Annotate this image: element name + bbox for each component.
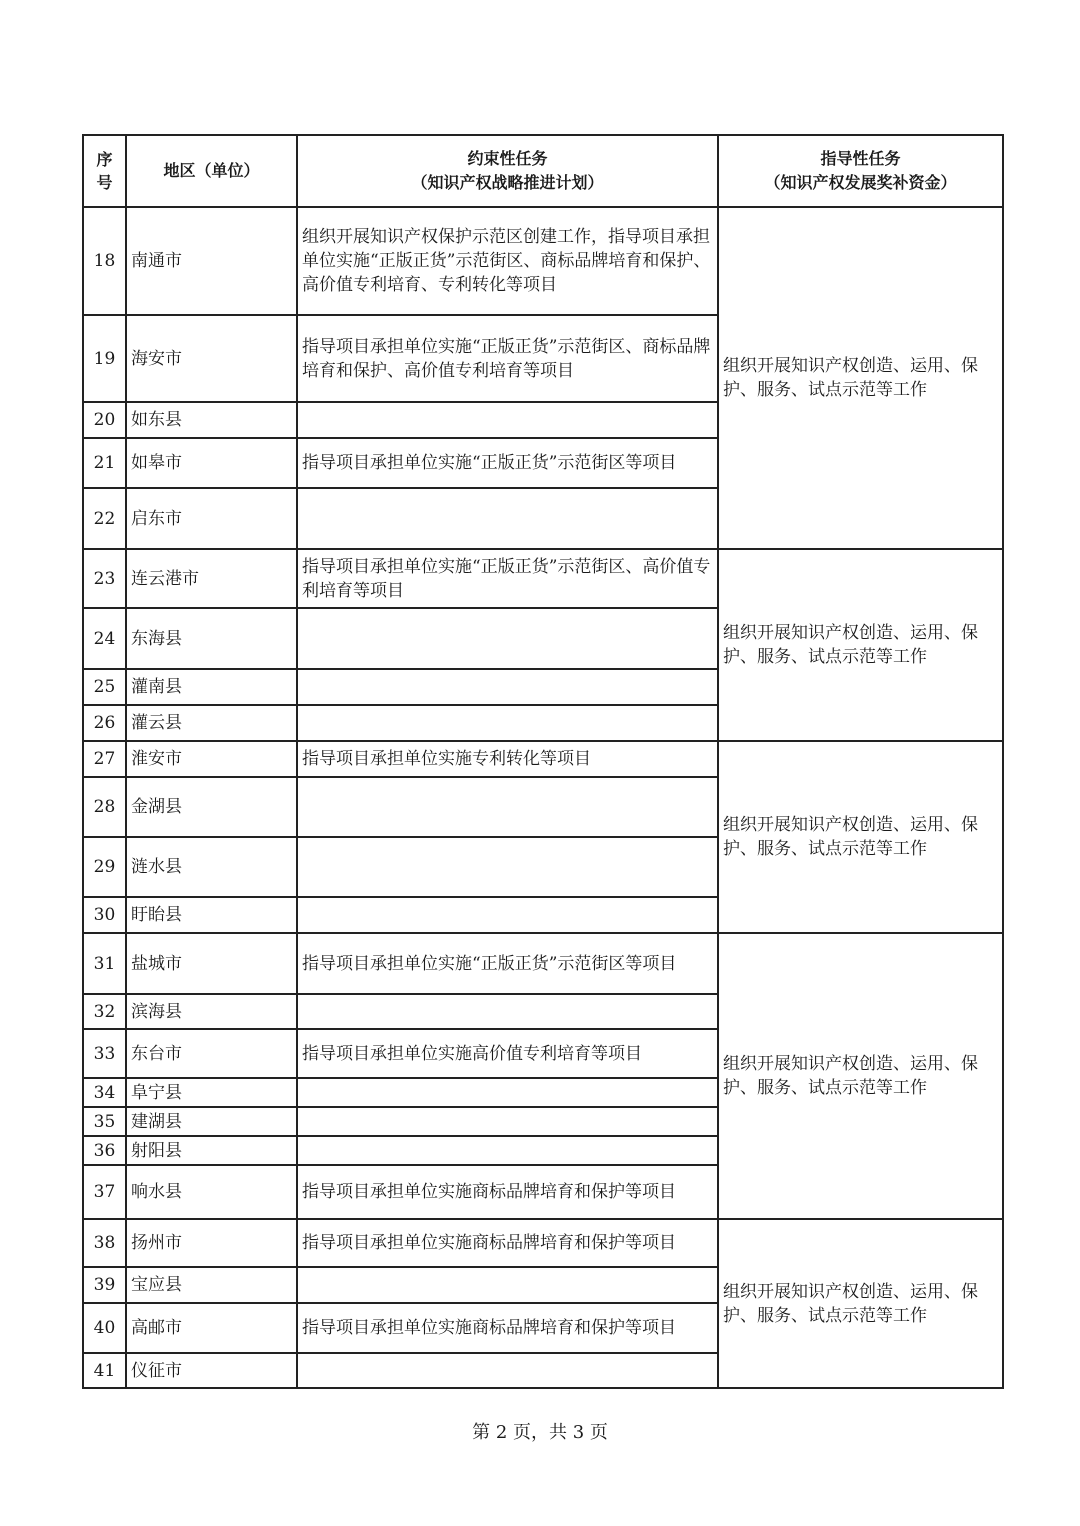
row-number: 22 — [83, 488, 126, 549]
row-region: 如东县 — [126, 402, 297, 438]
guide-task-cell: 组织开展知识产权创造、运用、保护、服务、试点示范等工作 — [718, 741, 1003, 933]
row-binding-task: 组织开展知识产权保护示范区创建工作，指导项目承担单位实施“正版正货”示范街区、商标品牌培育和保护、高价值专利培育、专利转化等项目 — [297, 207, 718, 315]
guide-task-cell: 组织开展知识产权创造、运用、保护、服务、试点示范等工作 — [718, 549, 1003, 741]
row-number: 35 — [83, 1107, 126, 1136]
row-region: 响水县 — [126, 1165, 297, 1219]
row-binding-task — [297, 705, 718, 741]
row-number: 32 — [83, 994, 126, 1029]
row-binding-task — [297, 1136, 718, 1165]
row-number: 19 — [83, 315, 126, 402]
row-number: 20 — [83, 402, 126, 438]
header-region: 地区（单位） — [126, 135, 297, 207]
row-region: 东台市 — [126, 1029, 297, 1078]
row-region: 射阳县 — [126, 1136, 297, 1165]
guide-task-cell: 组织开展知识产权创造、运用、保护、服务、试点示范等工作 — [718, 1219, 1003, 1388]
row-binding-task: 指导项目承担单位实施高价值专利培育等项目 — [297, 1029, 718, 1078]
page-footer: 第 2 页，共 3 页 — [472, 1422, 608, 1443]
row-number: 38 — [83, 1219, 126, 1267]
row-binding-task — [297, 1107, 718, 1136]
row-binding-task: 指导项目承担单位实施商标品牌培育和保护等项目 — [297, 1165, 718, 1219]
row-number: 33 — [83, 1029, 126, 1078]
header-binding-subtitle: （知识产权战略推进计划） — [411, 173, 604, 192]
row-region: 启东市 — [126, 488, 297, 549]
header-binding-title: 约束性任务 — [467, 149, 548, 168]
row-binding-task: 指导项目承担单位实施“正版正货”示范街区、高价值专利培育等项目 — [297, 549, 718, 608]
row-binding-task — [297, 837, 718, 897]
row-number: 29 — [83, 837, 126, 897]
row-binding-task — [297, 1078, 718, 1107]
row-binding-task: 指导项目承担单位实施“正版正货”示范街区、商标品牌培育和保护、高价值专利培育等项目 — [297, 315, 718, 402]
row-number: 41 — [83, 1353, 126, 1388]
row-binding-task: 指导项目承担单位实施商标品牌培育和保护等项目 — [297, 1219, 718, 1267]
row-number: 31 — [83, 933, 126, 994]
header-index-top: 序 — [96, 150, 113, 169]
row-number: 36 — [83, 1136, 126, 1165]
header-index-bottom: 号 — [96, 173, 113, 192]
table-header-row — [83, 135, 1003, 207]
row-number: 25 — [83, 669, 126, 705]
row-region: 金湖县 — [126, 777, 297, 837]
row-binding-task — [297, 1353, 718, 1388]
header-guide-task — [718, 135, 1003, 207]
row-binding-task: 指导项目承担单位实施商标品牌培育和保护等项目 — [297, 1303, 718, 1353]
row-binding-task: 指导项目承担单位实施“正版正货”示范街区等项目 — [297, 438, 718, 488]
row-region: 宝应县 — [126, 1267, 297, 1303]
row-number: 30 — [83, 897, 126, 933]
table-row — [83, 549, 1003, 608]
row-number: 23 — [83, 549, 126, 608]
row-region: 盐城市 — [126, 933, 297, 994]
row-binding-task — [297, 994, 718, 1029]
row-region: 灌南县 — [126, 669, 297, 705]
row-region: 高邮市 — [126, 1303, 297, 1353]
row-binding-task — [297, 777, 718, 837]
row-binding-task — [297, 669, 718, 705]
row-binding-task — [297, 608, 718, 669]
row-number: 37 — [83, 1165, 126, 1219]
row-region: 南通市 — [126, 207, 297, 315]
row-region: 盱眙县 — [126, 897, 297, 933]
row-number: 28 — [83, 777, 126, 837]
header-binding-task — [297, 135, 718, 207]
guide-task-cell: 组织开展知识产权创造、运用、保护、服务、试点示范等工作 — [718, 933, 1003, 1219]
row-binding-task — [297, 402, 718, 438]
row-number: 26 — [83, 705, 126, 741]
row-region: 灌云县 — [126, 705, 297, 741]
table-row — [83, 207, 1003, 315]
row-region: 扬州市 — [126, 1219, 297, 1267]
task-table — [82, 134, 1004, 1389]
table-row — [83, 1219, 1003, 1267]
table-row — [83, 741, 1003, 777]
row-number: 34 — [83, 1078, 126, 1107]
row-binding-task — [297, 1267, 718, 1303]
row-region: 滨海县 — [126, 994, 297, 1029]
row-region: 连云港市 — [126, 549, 297, 608]
row-region: 东海县 — [126, 608, 297, 669]
row-region: 涟水县 — [126, 837, 297, 897]
row-number: 27 — [83, 741, 126, 777]
header-index — [83, 135, 126, 207]
row-number: 21 — [83, 438, 126, 488]
row-number: 18 — [83, 207, 126, 315]
row-binding-task: 指导项目承担单位实施专利转化等项目 — [297, 741, 718, 777]
row-number: 40 — [83, 1303, 126, 1353]
row-region: 阜宁县 — [126, 1078, 297, 1107]
row-binding-task: 指导项目承担单位实施“正版正货”示范街区等项目 — [297, 933, 718, 994]
row-number: 24 — [83, 608, 126, 669]
row-region: 建湖县 — [126, 1107, 297, 1136]
table-row — [83, 933, 1003, 994]
header-guide-subtitle: （知识产权发展奖补资金） — [764, 173, 957, 192]
guide-task-cell: 组织开展知识产权创造、运用、保护、服务、试点示范等工作 — [718, 207, 1003, 549]
row-number: 39 — [83, 1267, 126, 1303]
header-guide-title: 指导性任务 — [820, 149, 901, 168]
row-region: 淮安市 — [126, 741, 297, 777]
row-region: 如皋市 — [126, 438, 297, 488]
row-region: 海安市 — [126, 315, 297, 402]
row-binding-task — [297, 897, 718, 933]
row-binding-task — [297, 488, 718, 549]
row-region: 仪征市 — [126, 1353, 297, 1388]
